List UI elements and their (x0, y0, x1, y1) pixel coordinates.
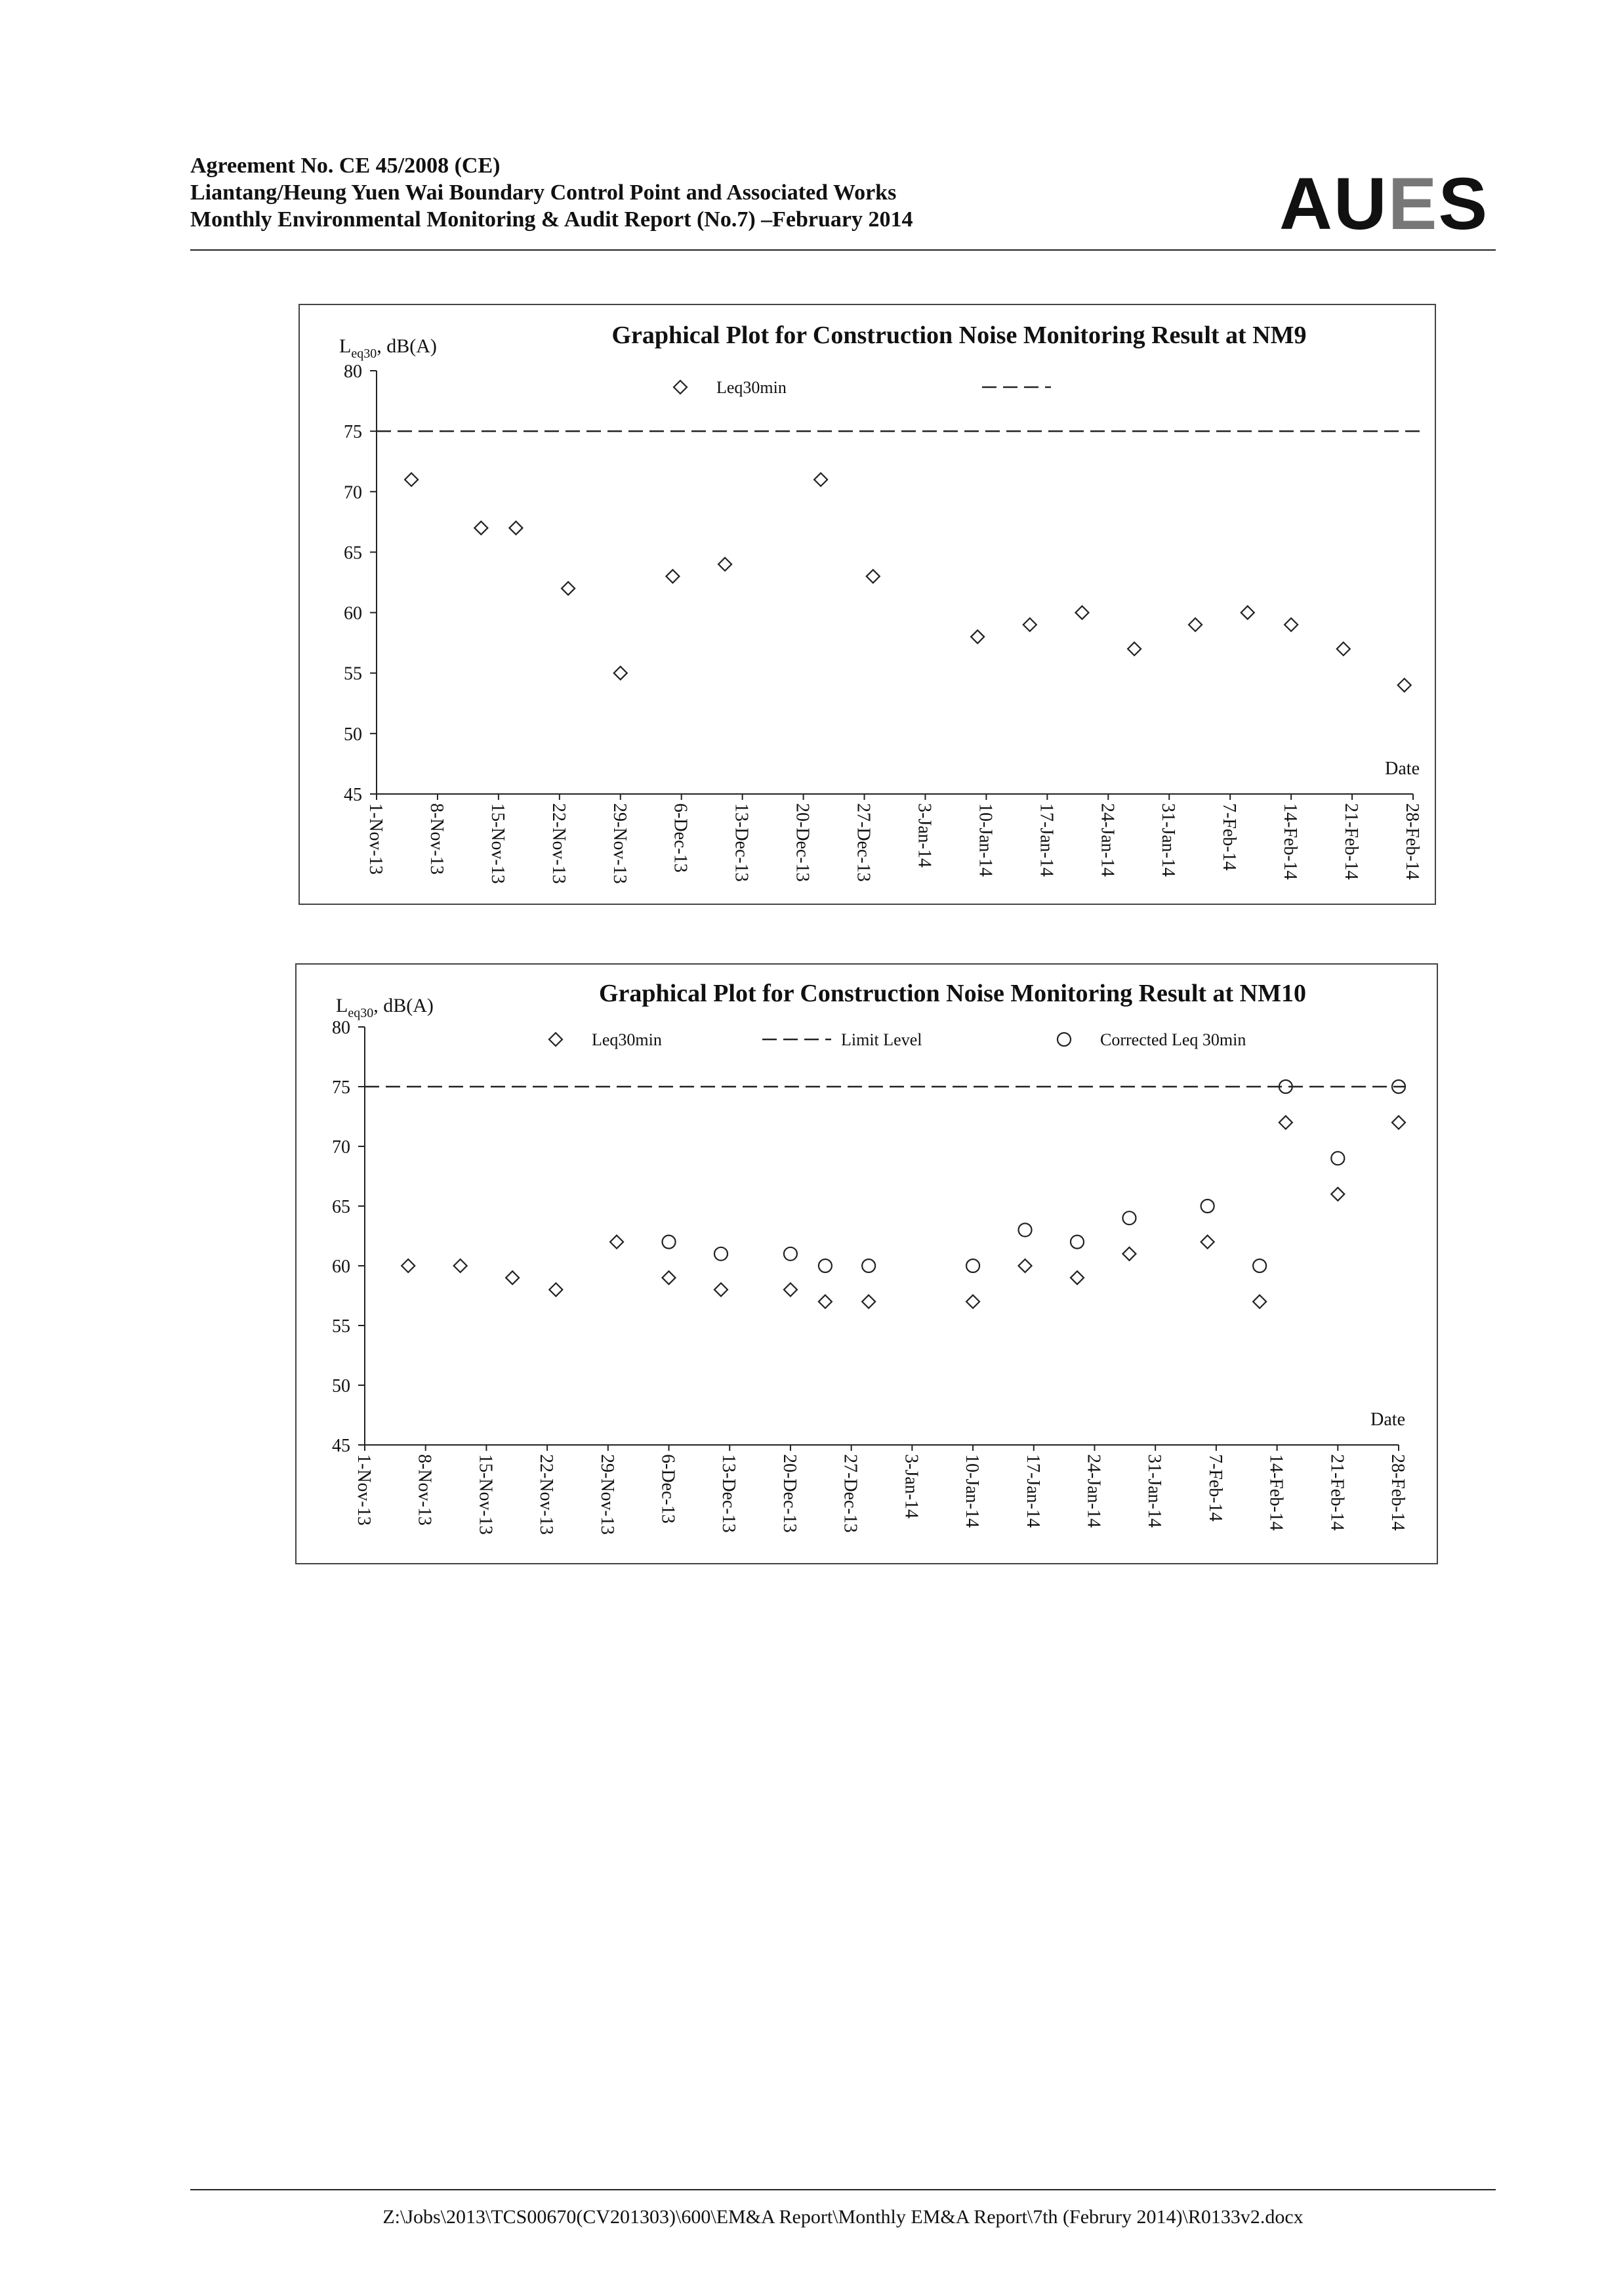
y-tick-label: 45 (332, 1436, 350, 1456)
y-axis-label: $L_{eq30}$, dB(A) (339, 335, 437, 361)
data-point-circle (714, 1247, 728, 1261)
y-tick-label: 55 (332, 1316, 350, 1337)
file-path: Z:\Jobs\2013\TCS00670(CV201303)\600\EM&A Report\Monthly EM&A Report\7th (Februry 2014)\R0133v2.docx (382, 2206, 1304, 2228)
y-tick-label: 65 (332, 1197, 350, 1217)
x-tick-label: 17-Jan-14 (1036, 803, 1057, 877)
data-point-diamond (971, 630, 984, 643)
logo-text: AUES (1279, 163, 1489, 245)
data-point-diamond (814, 473, 827, 486)
data-point-circle (819, 1259, 832, 1272)
data-point-diamond (1023, 618, 1037, 631)
data-point-diamond (1201, 1236, 1214, 1249)
data-point-diamond (454, 1259, 467, 1272)
x-tick-label: 29-Nov-13 (596, 1454, 617, 1535)
x-axis-label: Date (1385, 759, 1420, 779)
y-tick-label: 70 (332, 1137, 350, 1158)
chart-nm10 (295, 963, 1438, 1564)
legend-label: Limit Level (841, 1030, 922, 1049)
x-tick-label: 31-Jan-14 (1144, 1454, 1165, 1528)
x-tick-label: 28-Feb-14 (1387, 1454, 1408, 1531)
data-point-diamond (718, 558, 731, 571)
data-point-diamond (1128, 642, 1141, 656)
x-tick-label: 21-Feb-14 (1341, 803, 1362, 880)
x-tick-label: 10-Jan-14 (962, 1454, 983, 1528)
legend-circle-swatch (1058, 1033, 1071, 1046)
x-tick-label: 8-Nov-13 (426, 803, 447, 875)
data-point-diamond (549, 1283, 562, 1296)
legend-label: Leq30min (592, 1030, 662, 1049)
data-point-diamond (401, 1259, 415, 1272)
x-tick-label: 20-Dec-13 (779, 1454, 800, 1533)
data-point-diamond (509, 522, 522, 535)
data-point-circle (1201, 1200, 1214, 1213)
data-point-diamond (966, 1295, 979, 1308)
agreement-number: Agreement No. CE 45/2008 (CE) (190, 154, 501, 178)
data-point-diamond (405, 473, 418, 486)
x-axis-label: Date (1370, 1409, 1405, 1430)
x-tick-label: 13-Dec-13 (731, 803, 752, 882)
y-tick-label: 80 (344, 362, 362, 382)
data-point-diamond (1398, 678, 1411, 692)
x-tick-label: 24-Jan-14 (1083, 1454, 1104, 1528)
data-point-diamond (610, 1236, 623, 1249)
aues-logo (1279, 161, 1489, 246)
x-tick-label: 13-Dec-13 (718, 1454, 739, 1533)
project-title: Liantang/Heung Yuen Wai Boundary Control Point and Associated Works (190, 180, 897, 205)
data-point-circle (1122, 1211, 1136, 1224)
data-point-diamond (1019, 1259, 1032, 1272)
data-point-circle (1071, 1236, 1084, 1249)
chart-nm9-svg (300, 305, 1435, 904)
data-point-circle (862, 1259, 875, 1272)
data-point-diamond (1241, 606, 1254, 619)
data-point-diamond (1253, 1295, 1266, 1308)
data-point-diamond (862, 1295, 875, 1308)
data-point-diamond (506, 1271, 519, 1284)
chart-title: Graphical Plot for Construction Noise Monitoring Result at NM10 (599, 980, 1306, 1007)
data-point-diamond (562, 582, 575, 595)
x-tick-label: 7-Feb-14 (1204, 1454, 1225, 1522)
x-tick-label: 22-Nov-13 (536, 1454, 557, 1535)
data-point-diamond (784, 1283, 797, 1296)
y-tick-label: 50 (344, 724, 362, 745)
x-tick-label: 15-Nov-13 (487, 803, 508, 884)
x-tick-label: 7-Feb-14 (1219, 803, 1240, 871)
data-point-diamond (663, 1271, 676, 1284)
y-tick-label: 70 (344, 482, 362, 503)
y-tick-label: 75 (332, 1077, 350, 1098)
data-point-diamond (867, 570, 880, 583)
x-tick-label: 1-Nov-13 (365, 803, 386, 875)
y-tick-label: 50 (332, 1376, 350, 1396)
data-point-diamond (666, 570, 679, 583)
y-axis-label: $L_{eq30}$, dB(A) (336, 995, 434, 1020)
chart-title: Graphical Plot for Construction Noise Monitoring Result at NM9 (611, 322, 1307, 349)
data-point-diamond (1071, 1271, 1084, 1284)
x-tick-label: 1-Nov-13 (354, 1454, 374, 1526)
data-point-diamond (1075, 606, 1088, 619)
x-tick-label: 28-Feb-14 (1402, 803, 1422, 880)
data-point-diamond (474, 522, 487, 535)
data-point-diamond (1279, 1116, 1292, 1129)
data-point-diamond (819, 1295, 832, 1308)
x-tick-label: 17-Jan-14 (1022, 1454, 1043, 1528)
data-point-circle (784, 1247, 797, 1261)
footer-rule (190, 2189, 1496, 2190)
x-tick-label: 3-Jan-14 (914, 803, 935, 867)
data-point-diamond (1392, 1116, 1405, 1129)
data-point-circle (966, 1259, 979, 1272)
legend-diamond-swatch (549, 1033, 562, 1046)
data-point-diamond (1331, 1188, 1344, 1201)
chart-nm10-svg (297, 965, 1437, 1563)
x-tick-label: 3-Jan-14 (901, 1454, 922, 1518)
x-tick-label: 29-Nov-13 (609, 803, 630, 884)
x-tick-label: 6-Dec-13 (657, 1454, 678, 1524)
y-tick-label: 55 (344, 663, 362, 684)
data-point-diamond (1337, 642, 1350, 656)
legend-label: Corrected Leq 30min (1100, 1030, 1246, 1049)
data-point-circle (1253, 1259, 1266, 1272)
x-tick-label: 24-Jan-14 (1097, 803, 1118, 877)
report-title: Monthly Environmental Monitoring & Audit Report (No.7) –February 2014 (190, 207, 913, 232)
y-tick-label: 60 (332, 1257, 350, 1277)
x-tick-label: 10-Jan-14 (975, 803, 996, 877)
data-point-circle (663, 1236, 676, 1249)
chart-nm9 (298, 304, 1436, 905)
x-tick-label: 6-Dec-13 (670, 803, 691, 873)
x-tick-label: 15-Nov-13 (475, 1454, 496, 1535)
x-tick-label: 27-Dec-13 (840, 1454, 861, 1533)
header-rule (190, 249, 1496, 251)
y-tick-label: 60 (344, 603, 362, 624)
x-tick-label: 27-Dec-13 (853, 803, 874, 882)
y-tick-label: 80 (332, 1018, 350, 1038)
x-tick-label: 31-Jan-14 (1158, 803, 1179, 877)
y-tick-label: 45 (344, 785, 362, 805)
y-tick-label: 65 (344, 543, 362, 564)
data-point-diamond (1189, 618, 1202, 631)
x-tick-label: 22-Nov-13 (548, 803, 569, 884)
y-tick-label: 75 (344, 422, 362, 443)
data-point-circle (1019, 1223, 1032, 1236)
legend-label: Leq30min (716, 378, 787, 397)
x-tick-label: 8-Nov-13 (414, 1454, 435, 1526)
data-point-diamond (1284, 618, 1298, 631)
legend-diamond-swatch (674, 381, 687, 394)
x-tick-label: 21-Feb-14 (1326, 1454, 1347, 1531)
x-tick-label: 20-Dec-13 (792, 803, 813, 882)
data-point-circle (1331, 1152, 1344, 1165)
x-tick-label: 14-Feb-14 (1265, 1454, 1286, 1531)
x-tick-label: 14-Feb-14 (1280, 803, 1301, 880)
data-point-diamond (614, 667, 627, 680)
data-point-diamond (714, 1283, 728, 1296)
page-footer (190, 2189, 1496, 2228)
data-point-diamond (1122, 1247, 1136, 1261)
